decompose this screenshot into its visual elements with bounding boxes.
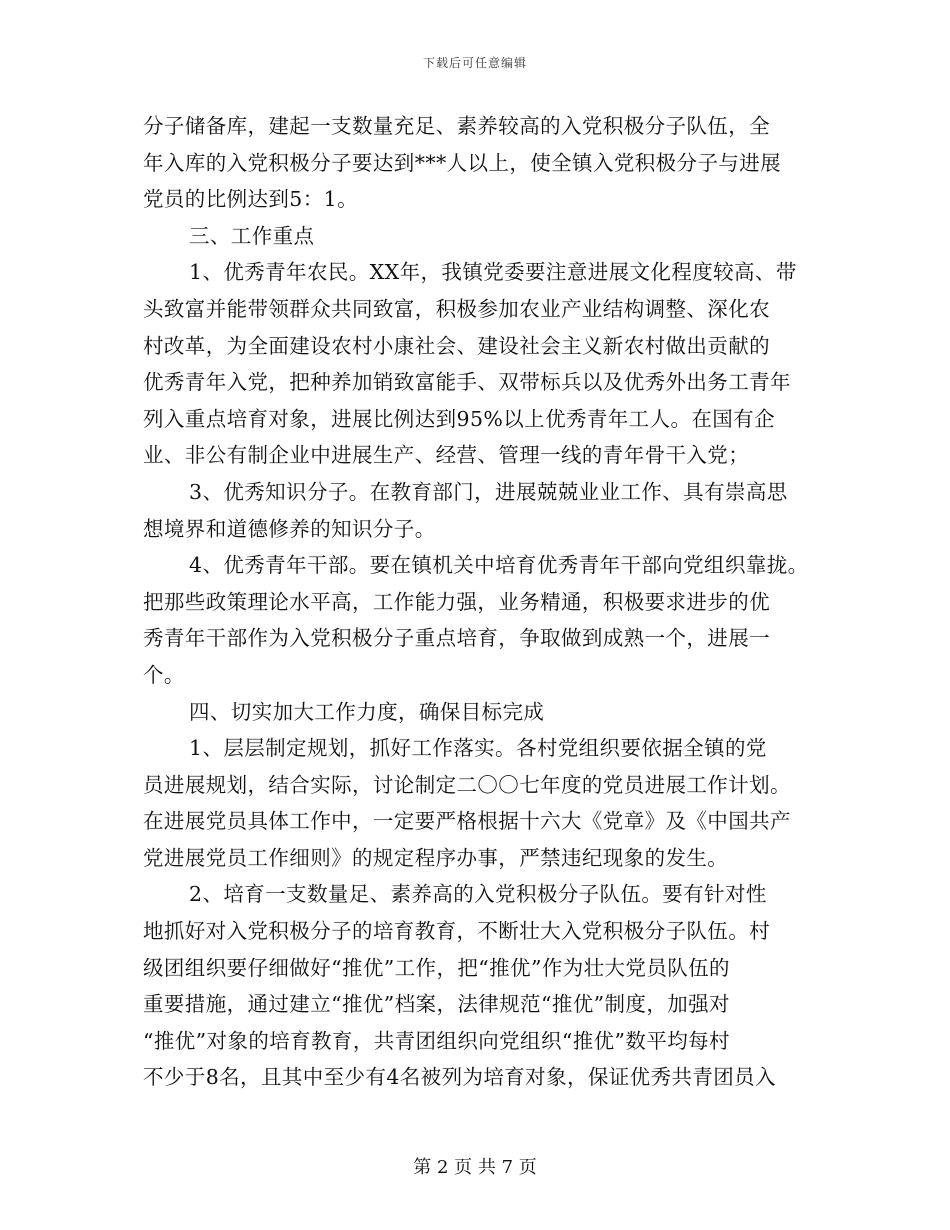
text-line: 1、优秀青年农民。XX年，我镇党委要注意进展文化程度较高、带 — [189, 260, 797, 285]
text-line: 级团组织要仔细做好“推优”工作，把“推优”作为壮大党员队伍的 — [143, 955, 730, 980]
text-line: 党员的比例达到5：1。 — [143, 187, 358, 212]
text-line: 村改革，为全面建设农村小康社会、建设社会主义新农村做出贡献的 — [143, 333, 770, 358]
page-header-note: 下载后可任意编辑 — [422, 56, 527, 70]
document-body — [143, 108, 823, 1096]
text-line: 四、切实加大工作力度，确保目标完成 — [189, 699, 545, 724]
text-line: 3、优秀知识分子。在教育部门，进展兢兢业业工作、具有崇高思 — [189, 479, 788, 504]
text-line: 4、优秀青年干部。要在镇机关中培育优秀青年干部向党组织靠拢。 — [189, 553, 809, 578]
text-line: 想境界和道德修养的知识分子。 — [143, 516, 436, 541]
text-line: 1、层层制定规划，抓好工作落实。各村党组织要依据全镇的党 — [189, 736, 767, 761]
text-line: 分子储备库，建起一支数量充足、素养较高的入党积极分子队伍，全 — [143, 114, 770, 138]
text-line: 个。 — [143, 662, 185, 687]
text-line: 重要措施，通过建立“推优”档案，法律规范“推优”制度，加强对 — [143, 992, 730, 1017]
text-line: 列入重点培育对象，进展比例达到95%以上优秀青年工人。在国有企 — [143, 406, 775, 431]
text-line: 不少于8名，且其中至少有4名被列为培育对象，保证优秀共青团员入 — [143, 1065, 776, 1090]
text-line: 优秀青年入党，把种养加销致富能手、双带标兵以及优秀外出务工青年 — [143, 370, 791, 395]
text-line: 在进展党员具体工作中，一定要严格根据十六大《党章》及《中国共产 — [143, 809, 791, 834]
text-line: 头致富并能带领群众共同致富，积极参加农业产业结构调整、深化农 — [143, 296, 770, 321]
text-line: “推优”对象的培育教育，共青团组织向党组织“推优”数平均每村 — [143, 1028, 730, 1053]
text-line: 把那些政策理论水平高，工作能力强，业务精通，积极要求进步的优 — [143, 589, 770, 614]
text-line: 业、非公有制企业中进展生产、经营、管理一线的青年骨干入党； — [143, 443, 750, 468]
text-line: 三、工作重点 — [189, 223, 315, 248]
text-line: 2、培育一支数量足、素养高的入党积极分子队伍。要有针对性 — [189, 882, 767, 907]
text-line: 地抓好对入党积极分子的培育教育，不断壮大入党积极分子队伍。村 — [143, 919, 770, 944]
text-line: 员进展规划，结合实际，讨论制定二〇〇七年度的党员进展工作计划。 — [143, 772, 791, 797]
text-line: 年入库的入党积极分子要达到***人以上，使全镇入党积极分子与进展 — [143, 150, 782, 175]
text-line: 党进展党员工作细则》的规定程序办事，严禁违纪现象的发生。 — [143, 845, 729, 870]
text-line: 秀青年干部作为入党积极分子重点培育，争取做到成熟一个，进展一 — [143, 626, 770, 651]
page-number: 第 2 页 共 7 页 — [413, 1157, 537, 1178]
